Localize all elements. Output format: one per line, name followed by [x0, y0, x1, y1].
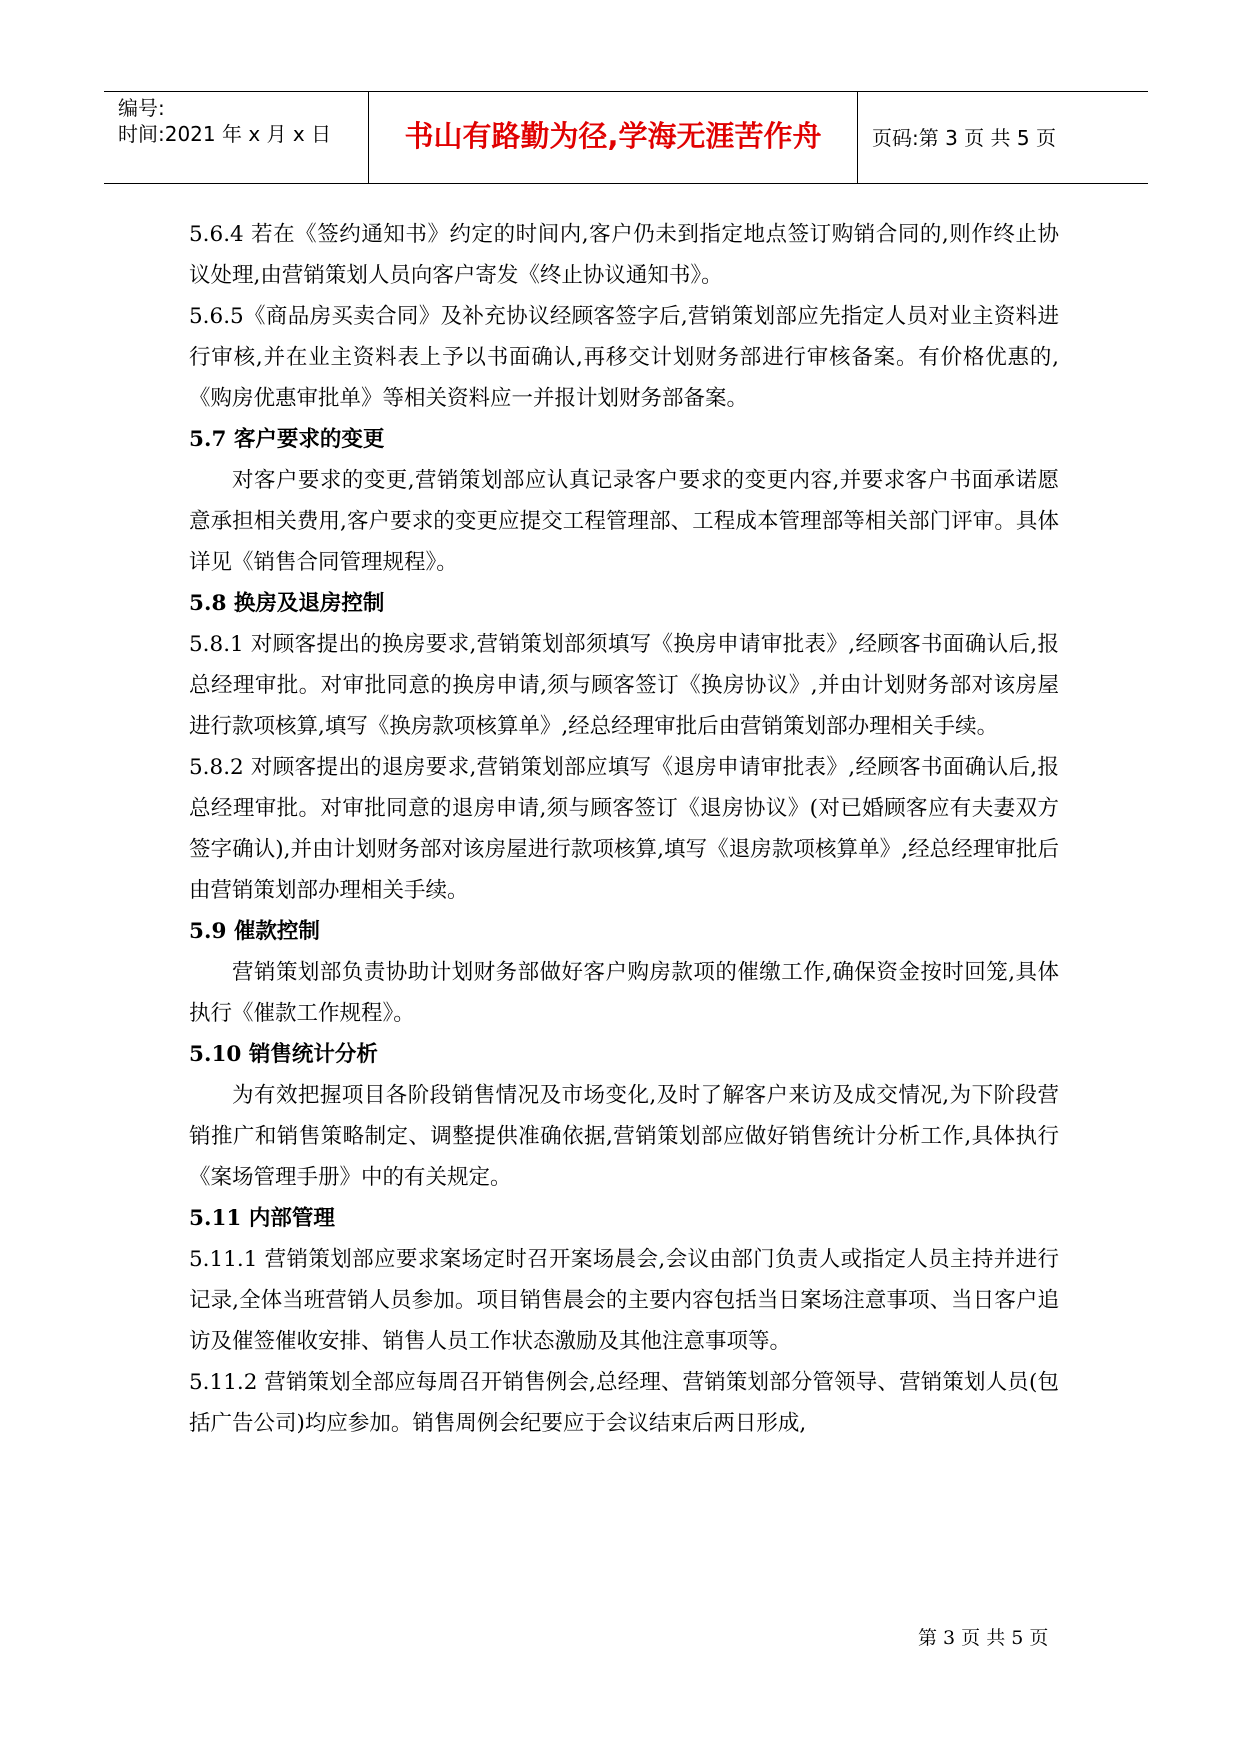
header-top-rule — [104, 91, 1148, 92]
header-motto: 书山有路勤为径,学海无涯苦作舟 — [404, 119, 822, 153]
document-time-label: 时间:2021 年 x 月 x 日 — [118, 122, 332, 146]
body-paragraph: 5.8.1 对顾客提出的换房要求,营销策划部须填写《换房申请审批表》,经顾客书面确认后,报总经理审批。对审批同意的换房申请,须与顾客签订《换房协议》,并由计划财务部对该房屋进行款项核算,填写《换房款项核算单》,经总经理审批后由营销策划部办理相关手续。 — [189, 632, 1059, 739]
footer-page-number: 第 3 页 共 5 页 — [918, 1627, 1049, 1649]
section-heading: 5.11 内部管理 — [189, 1206, 335, 1231]
document-number-label: 编号: — [118, 96, 165, 120]
header-page-code: 页码:第 3 页 共 5 页 — [872, 126, 1056, 150]
header-divider-right — [857, 91, 858, 183]
body-paragraph: 5.11.2 营销策划全部应每周召开销售例会,总经理、营销策划部分管领导、营销策划人员(包括广告公司)均应参加。销售周例会纪要应于会议结束后两日形成, — [189, 1370, 1059, 1436]
body-paragraph: 5.6.5《商品房买卖合同》及补充协议经顾客签字后,营销策划部应先指定人员对业主资料进行审核,并在业主资料表上予以书面确认,再移交计划财务部进行审核备案。有价格优惠的,《购房优惠审批单》等相关资料应一并报计划财务部备案。 — [189, 304, 1059, 411]
section-heading: 5.9 催款控制 — [189, 919, 320, 944]
header-bottom-rule — [104, 183, 1148, 184]
body-paragraph: 5.8.2 对顾客提出的退房要求,营销策划部应填写《退房申请审批表》,经顾客书面确认后,报总经理审批。对审批同意的退房申请,须与顾客签订《退房协议》(对已婚顾客应有夫妻双方签字确认),并由计划财务部对该房屋进行款项核算,填写《退房款项核算单》,经总经理审批后由营销策划部办理相关手续。 — [189, 755, 1059, 903]
section-heading: 5.7 客户要求的变更 — [189, 427, 385, 452]
section-heading: 5.10 销售统计分析 — [189, 1042, 378, 1067]
body-paragraph: 5.11.1 营销策划部应要求案场定时召开案场晨会,会议由部门负责人或指定人员主持并进行记录,全体当班营销人员参加。项目销售晨会的主要内容包括当日案场注意事项、当日客户追访及催签催收安排、销售人员工作状态激励及其他注意事项等。 — [189, 1247, 1059, 1354]
section-heading: 5.8 换房及退房控制 — [189, 591, 385, 616]
document-body — [189, 214, 1059, 1444]
body-paragraph: 对客户要求的变更,营销策划部应认真记录客户要求的变更内容,并要求客户书面承诺愿意承担相关费用,客户要求的变更应提交工程管理部、工程成本管理部等相关部门评审。具体详见《销售合同管理规程》。 — [189, 468, 1059, 575]
body-paragraph: 为有效把握项目各阶段销售情况及市场变化,及时了解客户来访及成交情况,为下阶段营销推广和销售策略制定、调整提供准确依据,营销策划部应做好销售统计分析工作,具体执行《案场管理手册》中的有关规定。 — [189, 1083, 1059, 1190]
body-paragraph: 5.6.4 若在《签约通知书》约定的时间内,客户仍未到指定地点签订购销合同的,则作终止协议处理,由营销策划人员向客户寄发《终止协议通知书》。 — [189, 222, 1059, 288]
body-paragraph: 营销策划部负责协助计划财务部做好客户购房款项的催缴工作,确保资金按时回笼,具体执行《催款工作规程》。 — [189, 960, 1059, 1026]
